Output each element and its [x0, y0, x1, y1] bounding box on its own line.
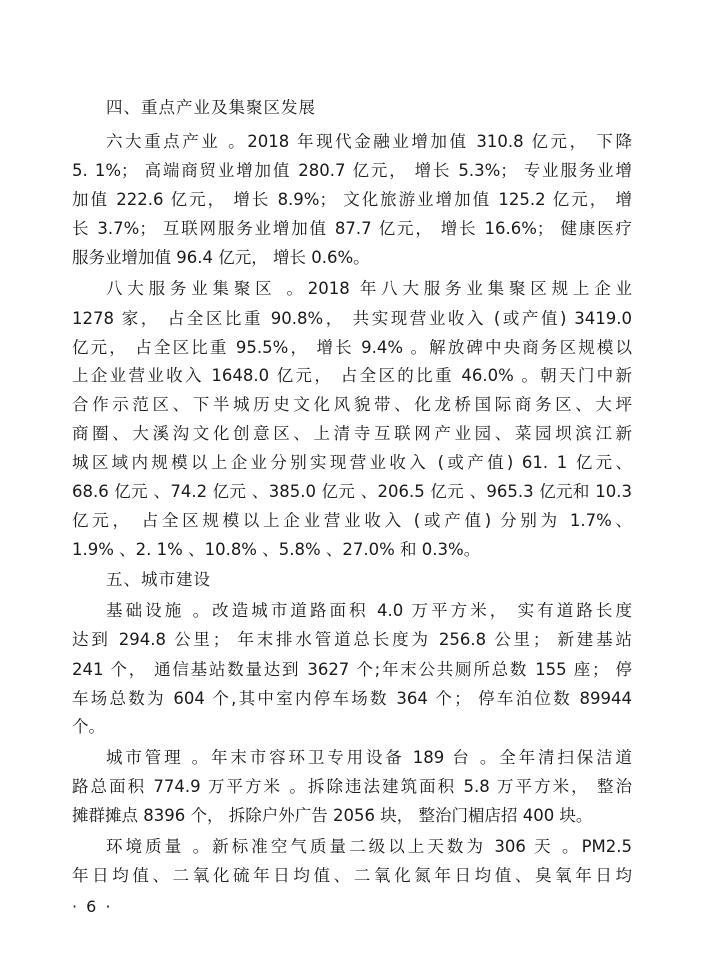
- paragraph-line: 241 个， 通信基站数量达到 3627 个;年末公共厕所总数 155 座； 停: [72, 660, 632, 679]
- paragraph-line: 八大服务业集聚区 。2018 年八大服务业集聚区规上企业: [106, 279, 632, 298]
- page-number: · 6 ·: [72, 897, 113, 916]
- paragraph-line: 5. 1%； 高端商贸业增加值 280.7 亿元， 增长 5.3%； 专业服务业增: [72, 161, 632, 180]
- paragraph-line: 路总面积 774.9 万平方米 。拆除违法建筑面积 5.8 万平方米， 整治: [72, 777, 632, 796]
- paragraph-line: 达到 294.8 公里； 年末排水管道总长度为 256.8 公里； 新建基站: [72, 630, 632, 649]
- paragraph-line: 亿元， 占全区比重 95.5%， 增长 9.4% 。解放碑中央商务区规模以: [72, 338, 632, 357]
- paragraph-line: 加值 222.6 亿元， 增长 8.9%； 文化旅游业增加值 125.2 亿元， 增: [72, 190, 632, 209]
- paragraph-line: 六大重点产业 。2018 年现代金融业增加值 310.8 亿元， 下降: [106, 132, 632, 151]
- paragraph-line: 个。: [72, 717, 105, 736]
- section-heading-key-industries: 四、重点产业及集聚区发展: [106, 98, 316, 117]
- paragraph-line: 上企业营业收入 1648.0 亿元， 占全区的比重 46.0% 。朝天门中新: [72, 366, 632, 385]
- paragraph-line: 城区域内规模以上企业分别实现营业收入 (或产值) 61. 1 亿元、: [72, 453, 632, 472]
- paragraph-line: 车场总数为 604 个,其中室内停车场数 364 个； 停车泊位数 89944: [72, 689, 632, 708]
- paragraph-line: 68.6 亿元 、74.2 亿元 、385.0 亿元 、206.5 亿元 、965.3 亿元和 10.3: [72, 482, 632, 501]
- paragraph-line: 亿元， 占全区规模以上企业营业收入 (或产值) 分别为 1.7%、: [72, 511, 632, 530]
- paragraph-line: 城市管理 。年末市容环卫专用设备 189 台 。全年清扫保洁道: [106, 748, 632, 767]
- paragraph-line: 1.9% 、2. 1% 、10.8% 、5.8% 、27.0% 和 0.3%。: [72, 540, 481, 559]
- paragraph-line: 合作示范区、下半城历史文化风貌带、化龙桥国际商务区、大坪: [72, 395, 632, 414]
- paragraph-line: 服务业增加值 96.4 亿元， 增长 0.6%。: [72, 248, 370, 267]
- paragraph-line: 摊群摊点 8396 个， 拆除户外广告 2056 块， 整治门楣店招 400 块。: [72, 806, 593, 825]
- paragraph-line: 年日均值、二氧化硫年日均值、二氧化氮年日均值、臭氧年日均: [72, 866, 632, 885]
- paragraph-line: 基础设施 。改造城市道路面积 4.0 万平方米， 实有道路长度: [106, 601, 632, 620]
- paragraph-line: 1278 家， 占全区比重 90.8%， 共实现营业收入 (或产值) 3419.0: [72, 309, 632, 328]
- section-heading-urban-construction: 五、城市建设: [106, 570, 211, 589]
- paragraph-line: 长 3.7%； 互联网服务业增加值 87.7 亿元， 增长 16.6%； 健康医疗: [72, 219, 632, 238]
- paragraph-line: 商圈、大溪沟文化创意区、上清寺互联网产业园、菜园坝滨江新: [72, 424, 632, 443]
- paragraph-line: 环境质量 。新标准空气质量二级以上天数为 306 天 。PM2.5: [106, 837, 632, 856]
